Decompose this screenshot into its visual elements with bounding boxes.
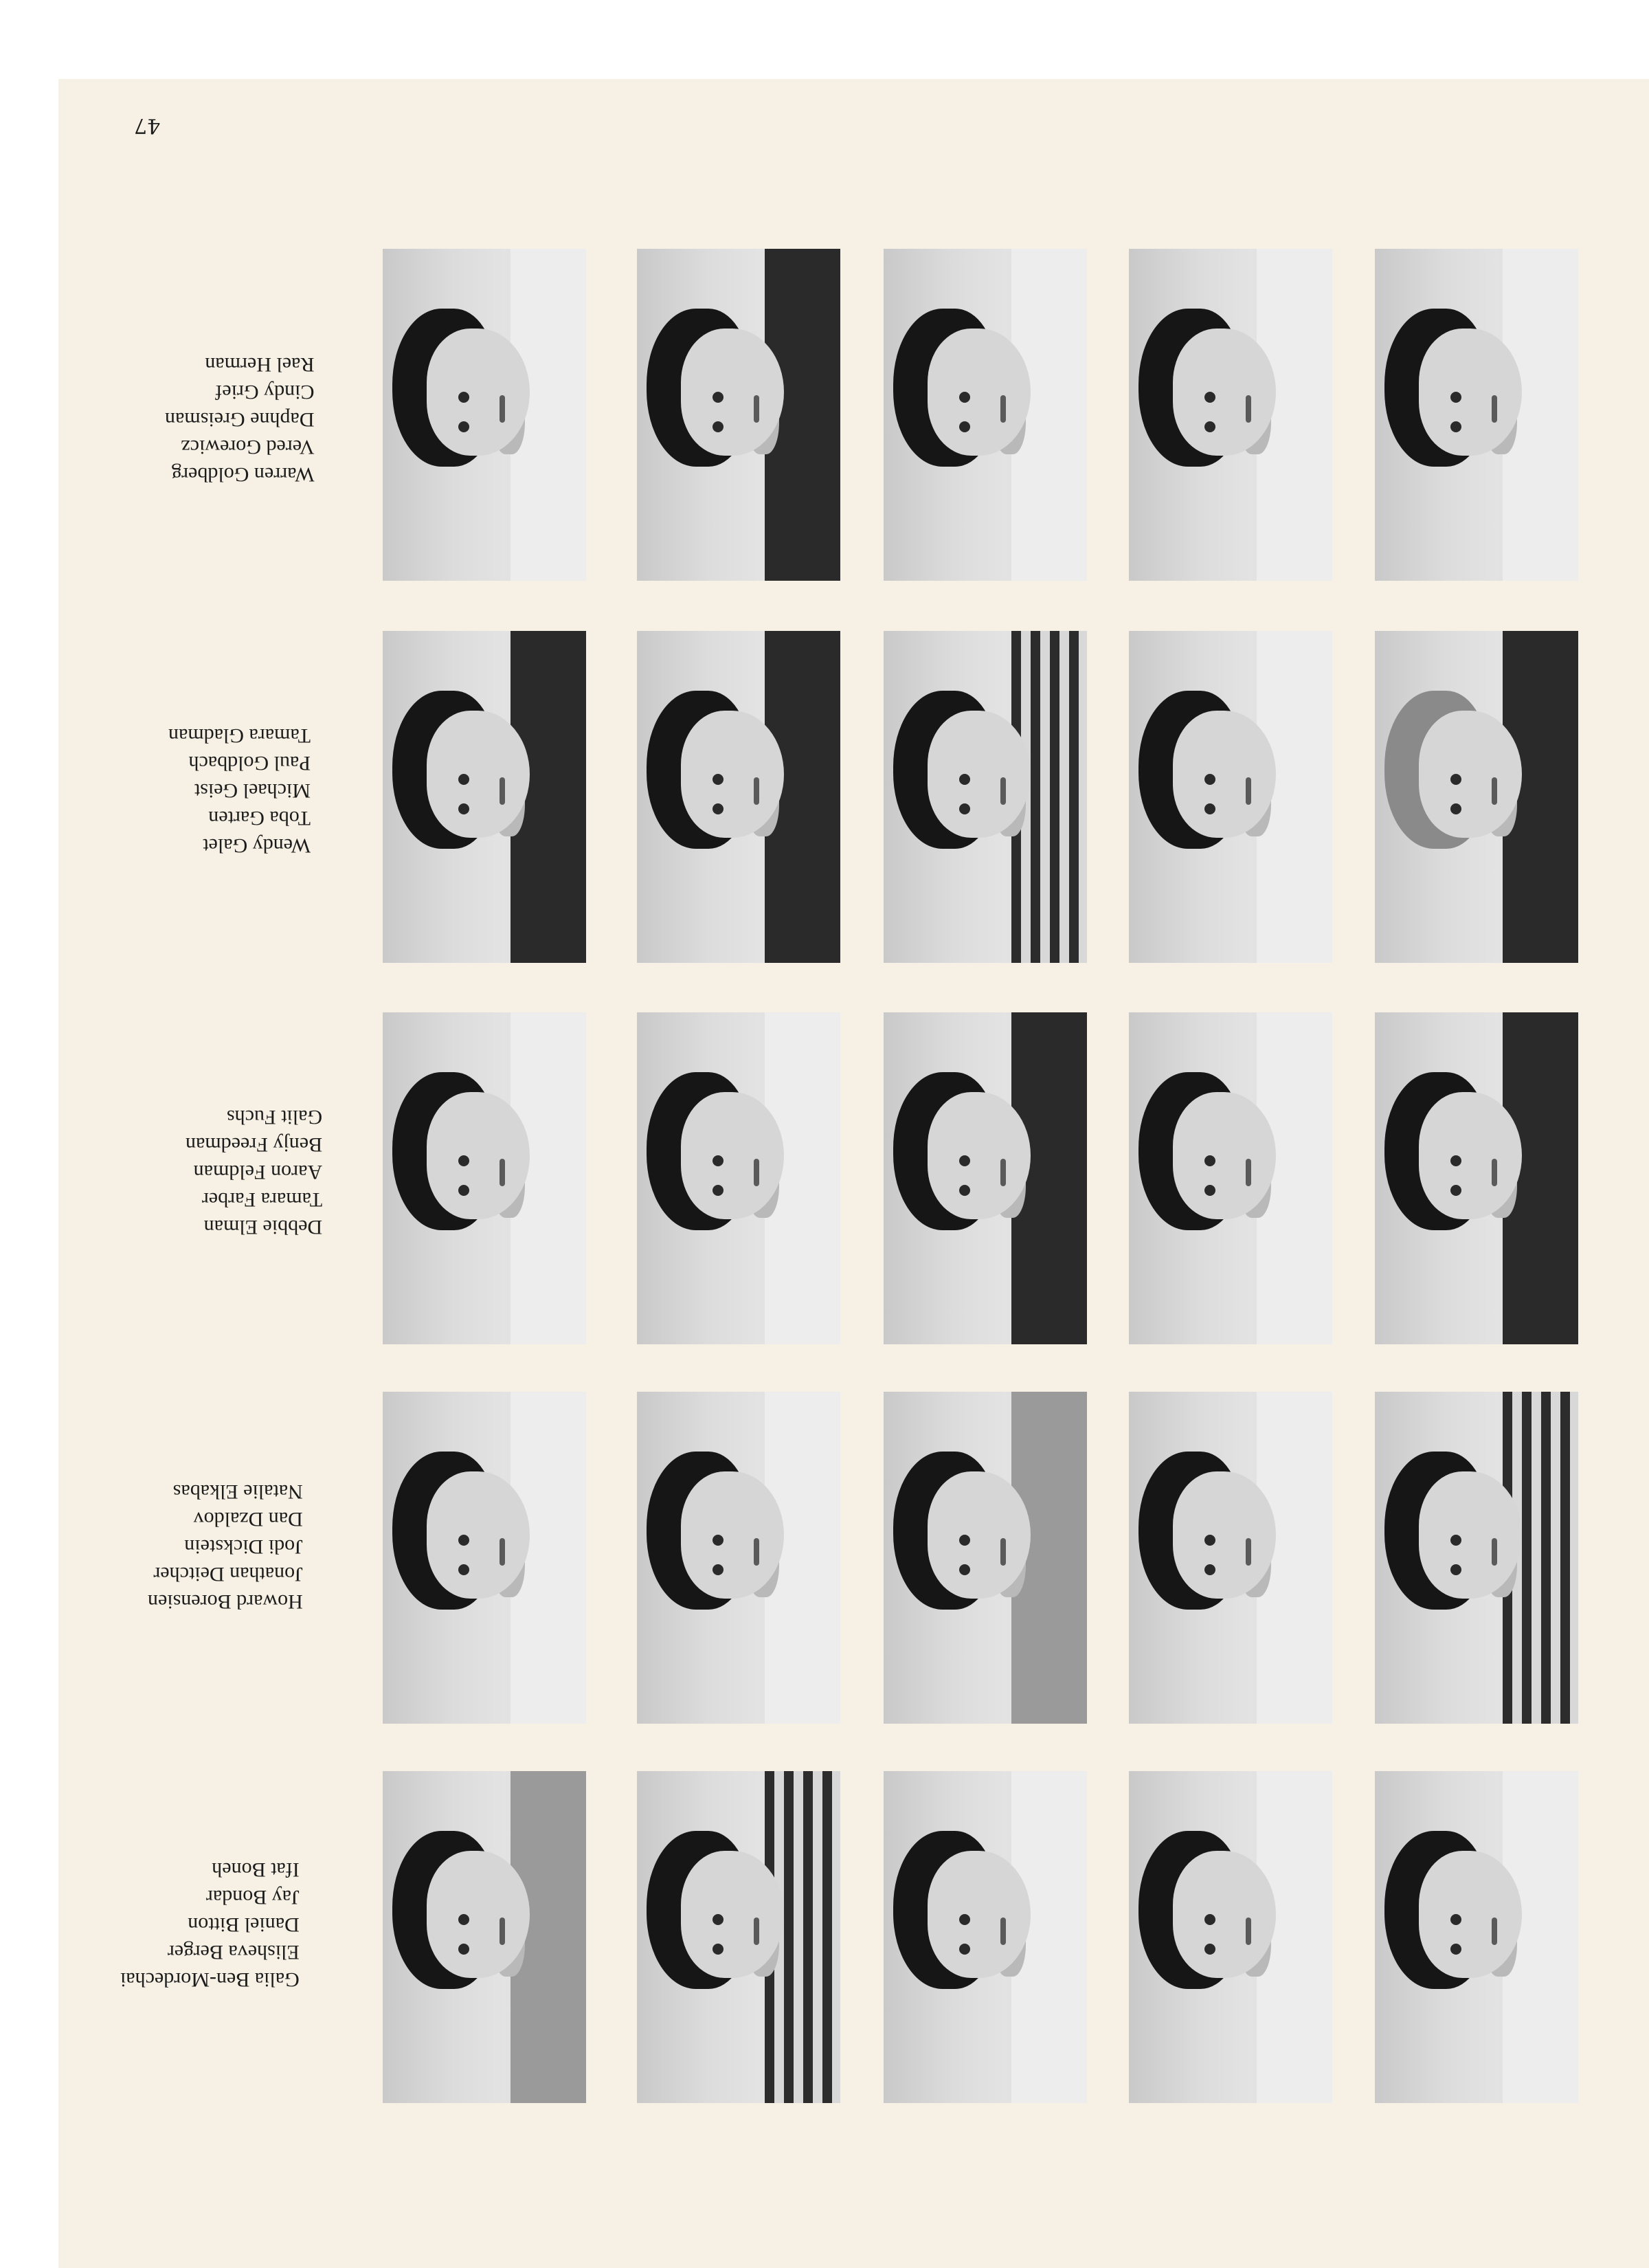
portrait-mouth — [500, 777, 505, 805]
portrait-eye — [458, 774, 469, 785]
caption-name: Vered Gorewicz — [181, 436, 315, 458]
portrait-face — [928, 1092, 1031, 1219]
caption-name: Aaron Feldman — [193, 1161, 323, 1183]
portrait-eye — [458, 1535, 469, 1546]
portrait-face — [928, 1471, 1031, 1599]
caption-block-4 — [168, 722, 311, 859]
portrait-face — [1173, 1471, 1276, 1599]
student-portrait-photo — [1375, 249, 1578, 581]
student-portrait-photo — [884, 1392, 1087, 1724]
portrait-mouth — [1246, 395, 1251, 423]
portrait-mouth — [1492, 395, 1497, 423]
caption-name: Daphne Greisman — [165, 408, 315, 431]
portrait-mouth — [1000, 1917, 1006, 1945]
caption-name: Paul Goldbach — [188, 752, 311, 775]
caption-name: Cindy Grief — [215, 381, 315, 403]
student-portrait-photo — [383, 1771, 586, 2103]
portrait-eye — [713, 1535, 723, 1546]
portrait-face — [1419, 329, 1522, 456]
portrait-eye — [713, 1155, 723, 1166]
portrait-eye — [1204, 1535, 1215, 1546]
portrait-mouth — [754, 1159, 759, 1186]
student-portrait-photo — [884, 1012, 1087, 1344]
portrait-face — [1419, 1851, 1522, 1978]
caption-name: Galia Ben-Mordechai — [120, 1968, 300, 1991]
portrait-face — [1173, 1092, 1276, 1219]
portrait-mouth — [754, 777, 759, 805]
student-portrait-photo — [383, 631, 586, 963]
caption-name: Wendy Galet — [203, 834, 311, 857]
portrait-face — [681, 1851, 784, 1978]
portrait-face — [928, 711, 1031, 838]
student-portrait-photo — [1129, 249, 1332, 581]
portrait-face — [1173, 711, 1276, 838]
portrait-eye — [1450, 1535, 1461, 1546]
portrait-face — [928, 1851, 1031, 1978]
student-portrait-photo — [383, 249, 586, 581]
portrait-eye — [1204, 1155, 1215, 1166]
page-number: 47 — [134, 113, 161, 137]
portrait-mouth — [1000, 1159, 1006, 1186]
portrait-eye — [458, 392, 469, 403]
student-portrait-photo — [383, 1392, 586, 1724]
portrait-eye — [1450, 1914, 1461, 1925]
caption-block-1 — [120, 1856, 300, 1993]
portrait-mouth — [1492, 1159, 1497, 1186]
portrait-face — [681, 1092, 784, 1219]
portrait-eye — [458, 1155, 469, 1166]
portrait-mouth — [1492, 777, 1497, 805]
portrait-mouth — [1492, 1538, 1497, 1566]
portrait-mouth — [500, 395, 505, 423]
caption-name: Ifat Boneh — [212, 1858, 300, 1881]
portrait-eye — [959, 774, 970, 785]
portrait-face — [928, 329, 1031, 456]
student-portrait-photo — [637, 1771, 840, 2103]
portrait-eye — [959, 1914, 970, 1925]
caption-block-5 — [165, 351, 314, 488]
caption-name: Howard Borensien — [148, 1590, 303, 1613]
portrait-face — [1419, 1471, 1522, 1599]
student-portrait-photo — [1375, 1392, 1578, 1724]
caption-name: Jodi Dickstein — [184, 1535, 303, 1558]
portrait-face — [427, 1471, 530, 1599]
caption-block-2 — [148, 1478, 303, 1615]
caption-block-3 — [186, 1103, 322, 1241]
portrait-face — [427, 1092, 530, 1219]
portrait-eye — [1204, 392, 1215, 403]
student-portrait-photo — [1375, 631, 1578, 963]
caption-name: Tamara Gladman — [168, 724, 311, 747]
portrait-eye — [1450, 774, 1461, 785]
student-portrait-photo — [1375, 1012, 1578, 1344]
portrait-eye — [959, 1155, 970, 1166]
portrait-mouth — [1000, 1538, 1006, 1566]
caption-name: Warren Goldberg — [171, 463, 315, 486]
student-portrait-photo — [1129, 1771, 1332, 2103]
caption-name: Daniel Bitton — [188, 1913, 300, 1936]
portrait-eye — [1204, 774, 1215, 785]
portrait-mouth — [1492, 1917, 1497, 1945]
portrait-face — [427, 1851, 530, 1978]
portrait-eye — [1450, 1155, 1461, 1166]
caption-name: Debbie Elman — [203, 1216, 323, 1238]
student-portrait-photo — [637, 249, 840, 581]
caption-name: Elisheva Berger — [167, 1941, 300, 1964]
caption-name: Natalie Elkabas — [172, 1480, 303, 1503]
portrait-mouth — [754, 395, 759, 423]
portrait-face — [427, 329, 530, 456]
portrait-face — [1173, 329, 1276, 456]
caption-name: Michael Geist — [194, 779, 311, 802]
student-portrait-photo — [1129, 631, 1332, 963]
student-portrait-photo — [637, 1012, 840, 1344]
student-portrait-photo — [383, 1012, 586, 1344]
portrait-eye — [959, 392, 970, 403]
portrait-mouth — [754, 1917, 759, 1945]
portrait-face — [681, 1471, 784, 1599]
portrait-face — [1419, 1092, 1522, 1219]
portrait-eye — [1450, 392, 1461, 403]
student-portrait-photo — [884, 1771, 1087, 2103]
portrait-eye — [458, 1914, 469, 1925]
portrait-mouth — [500, 1917, 505, 1945]
portrait-face — [1419, 711, 1522, 838]
student-portrait-photo — [637, 1392, 840, 1724]
student-portrait-photo — [1129, 1392, 1332, 1724]
portrait-eye — [713, 1914, 723, 1925]
portrait-mouth — [1000, 395, 1006, 423]
caption-name: Galit Fuchs — [226, 1106, 323, 1129]
portrait-eye — [713, 774, 723, 785]
portrait-mouth — [500, 1159, 505, 1186]
portrait-eye — [959, 1535, 970, 1546]
caption-name: Jay Bondar — [205, 1886, 300, 1909]
caption-name: Toba Garten — [208, 807, 311, 830]
student-portrait-photo — [1129, 1012, 1332, 1344]
caption-name: Dan Dzaldov — [193, 1508, 303, 1531]
portrait-mouth — [754, 1538, 759, 1566]
student-portrait-photo — [884, 249, 1087, 581]
portrait-face — [681, 711, 784, 838]
student-portrait-photo — [637, 631, 840, 963]
portrait-mouth — [1000, 777, 1006, 805]
portrait-mouth — [500, 1538, 505, 1566]
portrait-eye — [1204, 1914, 1215, 1925]
portrait-face — [681, 329, 784, 456]
student-portrait-photo — [1375, 1771, 1578, 2103]
caption-name: Rael Herman — [205, 353, 315, 376]
portrait-mouth — [1246, 777, 1251, 805]
student-portrait-photo — [884, 631, 1087, 963]
portrait-face — [1173, 1851, 1276, 1978]
caption-name: Tamara Farber — [201, 1188, 323, 1211]
caption-name: Benjy Freedman — [186, 1133, 323, 1156]
portrait-mouth — [1246, 1538, 1251, 1566]
portrait-face — [427, 711, 530, 838]
portrait-mouth — [1246, 1917, 1251, 1945]
portrait-eye — [713, 392, 723, 403]
portrait-mouth — [1246, 1159, 1251, 1186]
caption-name: Jonathan Deitcher — [153, 1563, 303, 1586]
